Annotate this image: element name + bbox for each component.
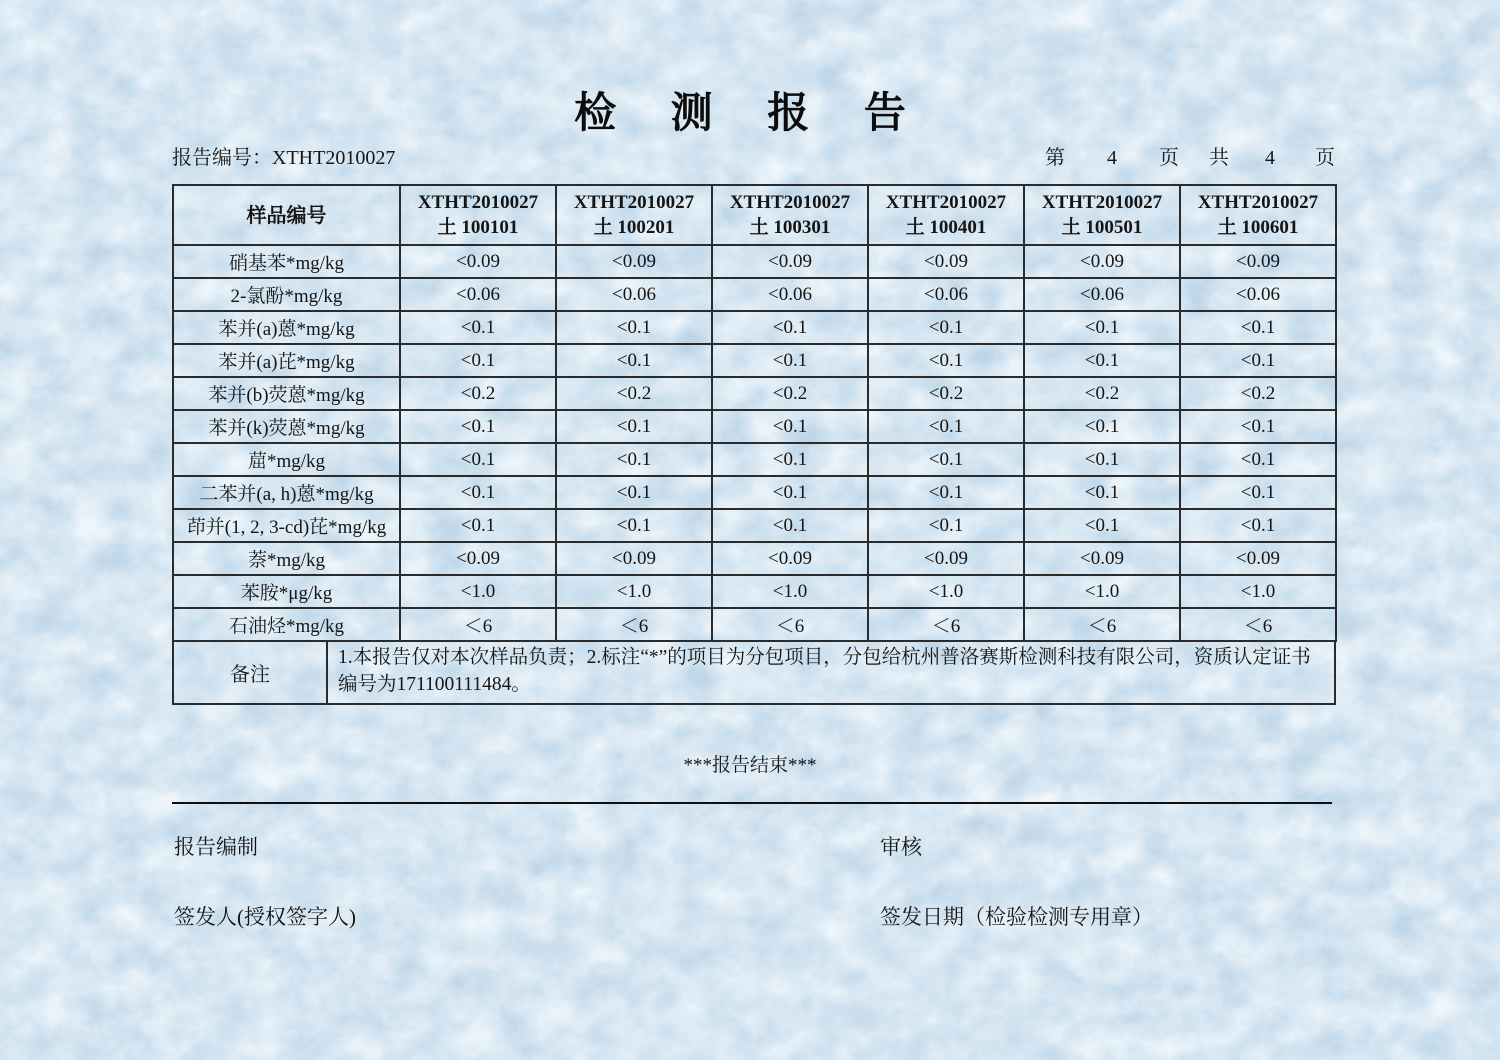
report-number: 报告编号：XTHT2010027 — [172, 147, 396, 169]
sample-id-line2: 土 100301 — [749, 217, 831, 238]
result-cell: <0.1 — [400, 476, 556, 509]
analyte-label: 二苯并(a, h)蒽*mg/kg — [173, 476, 400, 509]
result-cell: <0.1 — [556, 443, 712, 476]
result-cell: <0.1 — [712, 443, 868, 476]
result-cell: ＜6 — [400, 608, 556, 641]
table-row — [173, 377, 1336, 410]
table-row — [173, 278, 1336, 311]
result-cell: <0.1 — [868, 509, 1024, 542]
result-cell: <0.1 — [868, 344, 1024, 377]
result-cell: <0.06 — [1024, 278, 1180, 311]
result-cell: <0.2 — [712, 377, 868, 410]
result-cell: <0.1 — [1024, 509, 1180, 542]
result-cell: <0.2 — [1180, 377, 1336, 410]
analyte-label: 苯并(k)荧蒽*mg/kg — [173, 410, 400, 443]
result-cell: <0.09 — [556, 542, 712, 575]
result-cell: <0.1 — [1024, 410, 1180, 443]
analyte-label: 苯胺*μg/kg — [173, 575, 400, 608]
table-row — [173, 410, 1336, 443]
result-cell: <0.1 — [1180, 443, 1336, 476]
result-cell: <0.06 — [400, 278, 556, 311]
pagination — [1045, 141, 1335, 170]
result-cell: <1.0 — [868, 575, 1024, 608]
analyte-label: 2-氯酚*mg/kg — [173, 278, 400, 311]
analyte-label: 硝基苯*mg/kg — [173, 245, 400, 278]
pagination-total-number: 4 — [1265, 147, 1275, 169]
result-cell: <0.2 — [1024, 377, 1180, 410]
sample-id-line1: XTHT2010027 — [417, 191, 539, 213]
table-row — [173, 311, 1336, 344]
result-cell: <0.2 — [556, 377, 712, 410]
sample-id-line2: 土 100601 — [1217, 217, 1299, 238]
result-cell: <0.1 — [400, 344, 556, 377]
result-cell: <0.1 — [1180, 311, 1336, 344]
result-cell: <0.09 — [868, 245, 1024, 278]
pagination-word: 第 — [1045, 147, 1065, 169]
result-cell: <0.09 — [1024, 245, 1180, 278]
result-cell: <0.1 — [400, 410, 556, 443]
result-cell: <0.1 — [400, 509, 556, 542]
result-cell: <0.1 — [1180, 344, 1336, 377]
sample-column-header — [400, 185, 556, 245]
result-cell: <0.1 — [712, 476, 868, 509]
result-cell: <0.09 — [868, 542, 1024, 575]
sample-column-header — [712, 185, 868, 245]
prepared-by-label: 报告编制 — [174, 835, 258, 859]
result-cell: <0.1 — [868, 443, 1024, 476]
sample-id-line2: 土 100201 — [593, 217, 675, 238]
result-cell: <0.1 — [868, 410, 1024, 443]
result-cell: <0.1 — [712, 509, 868, 542]
page-title: 检 测 报 告 — [574, 88, 926, 137]
analyte-label: 苯并(a)芘*mg/kg — [173, 344, 400, 377]
result-cell: <1.0 — [400, 575, 556, 608]
result-cell: <0.09 — [1180, 542, 1336, 575]
pagination-word: 页 — [1315, 147, 1335, 169]
sample-id-line1: XTHT2010027 — [885, 191, 1007, 213]
sample-id-line1: XTHT2010027 — [1041, 191, 1163, 213]
result-cell: <0.06 — [712, 278, 868, 311]
result-cell: <0.1 — [556, 344, 712, 377]
sample-id-line2: 土 100101 — [437, 217, 519, 238]
result-cell: ＜6 — [1024, 608, 1180, 641]
pagination-page-number: 4 — [1107, 147, 1117, 169]
result-cell: <0.1 — [1180, 476, 1336, 509]
result-cell: <0.09 — [1024, 542, 1180, 575]
analyte-label: 茚并(1, 2, 3-cd)芘*mg/kg — [173, 509, 400, 542]
sample-column-header — [1024, 185, 1180, 245]
analyte-label: 䓛*mg/kg — [173, 443, 400, 476]
result-cell: <0.1 — [1024, 443, 1180, 476]
result-cell: <0.1 — [400, 443, 556, 476]
result-cell: <0.1 — [556, 410, 712, 443]
result-cell: <0.06 — [1180, 278, 1336, 311]
remark-row — [172, 642, 1336, 705]
result-cell: <0.2 — [868, 377, 1024, 410]
result-cell: <0.1 — [556, 311, 712, 344]
issuer-label: 签发人(授权签字人) — [174, 905, 356, 929]
results-table — [172, 184, 1336, 705]
result-cell: <0.09 — [1180, 245, 1336, 278]
table-row — [173, 509, 1336, 542]
remark-label: 备注 — [174, 642, 328, 703]
analyte-label: 石油烃*mg/kg — [173, 608, 400, 641]
pagination-word: 共 — [1209, 147, 1229, 169]
report-meta-line — [172, 141, 1335, 167]
sample-column-header — [868, 185, 1024, 245]
sample-id-line2: 土 100401 — [905, 217, 987, 238]
result-cell: <0.1 — [868, 476, 1024, 509]
table-row — [173, 344, 1336, 377]
result-cell: <0.1 — [1180, 410, 1336, 443]
result-cell: ＜6 — [1180, 608, 1336, 641]
analyte-label: 苯并(a)蒽*mg/kg — [173, 311, 400, 344]
sample-id-header: 样品编号 — [173, 185, 400, 245]
table-row — [173, 476, 1336, 509]
result-cell: <0.1 — [1180, 509, 1336, 542]
result-cell: <0.1 — [1024, 476, 1180, 509]
table-row — [173, 245, 1336, 278]
result-cell: ＜6 — [556, 608, 712, 641]
result-cell: <0.06 — [556, 278, 712, 311]
table-row — [173, 608, 1336, 641]
sample-id-line1: XTHT2010027 — [729, 191, 851, 213]
table-row — [173, 575, 1336, 608]
result-cell: <0.1 — [1024, 311, 1180, 344]
result-cell: <0.1 — [556, 509, 712, 542]
analyte-label: 萘*mg/kg — [173, 542, 400, 575]
sample-id-line1: XTHT2010027 — [573, 191, 695, 213]
result-cell: <0.09 — [712, 245, 868, 278]
result-cell: <1.0 — [556, 575, 712, 608]
result-cell: <0.1 — [556, 476, 712, 509]
reviewed-by-label: 审核 — [880, 835, 922, 859]
table-row — [173, 542, 1336, 575]
sample-id-line2: 土 100501 — [1061, 217, 1143, 238]
result-cell: <1.0 — [712, 575, 868, 608]
table-row — [173, 443, 1336, 476]
analyte-label: 苯并(b)荧蒽*mg/kg — [173, 377, 400, 410]
result-cell: <0.1 — [1024, 344, 1180, 377]
result-cell: <0.1 — [868, 311, 1024, 344]
result-cell: <0.09 — [712, 542, 868, 575]
table-header-row — [173, 185, 1336, 245]
report-end-mark: ***报告结束*** — [683, 755, 817, 776]
result-cell: <0.1 — [712, 410, 868, 443]
result-cell: <0.06 — [868, 278, 1024, 311]
issue-date-label: 签发日期（检验检测专用章） — [880, 905, 1153, 929]
result-cell: <0.2 — [400, 377, 556, 410]
result-cell: ＜6 — [868, 608, 1024, 641]
result-cell: <0.1 — [712, 311, 868, 344]
result-cell: <0.09 — [556, 245, 712, 278]
signature-divider-line — [172, 802, 1332, 804]
sample-column-header — [556, 185, 712, 245]
result-cell: <0.1 — [712, 344, 868, 377]
sample-id-line1: XTHT2010027 — [1197, 191, 1319, 213]
result-cell: <1.0 — [1024, 575, 1180, 608]
remark-text: 1.本报告仅对本次样品负责；2.标注“*”的项目为分包项目，分包给杭州普洛赛斯检测科技有限公司，资质认定证书编号为171100111484。 — [338, 647, 1311, 695]
result-cell: <1.0 — [1180, 575, 1336, 608]
result-cell: <0.09 — [400, 542, 556, 575]
pagination-word: 页 — [1159, 147, 1179, 169]
result-cell: <0.1 — [400, 311, 556, 344]
sample-column-header — [1180, 185, 1336, 245]
result-cell: ＜6 — [712, 608, 868, 641]
result-cell: <0.09 — [400, 245, 556, 278]
